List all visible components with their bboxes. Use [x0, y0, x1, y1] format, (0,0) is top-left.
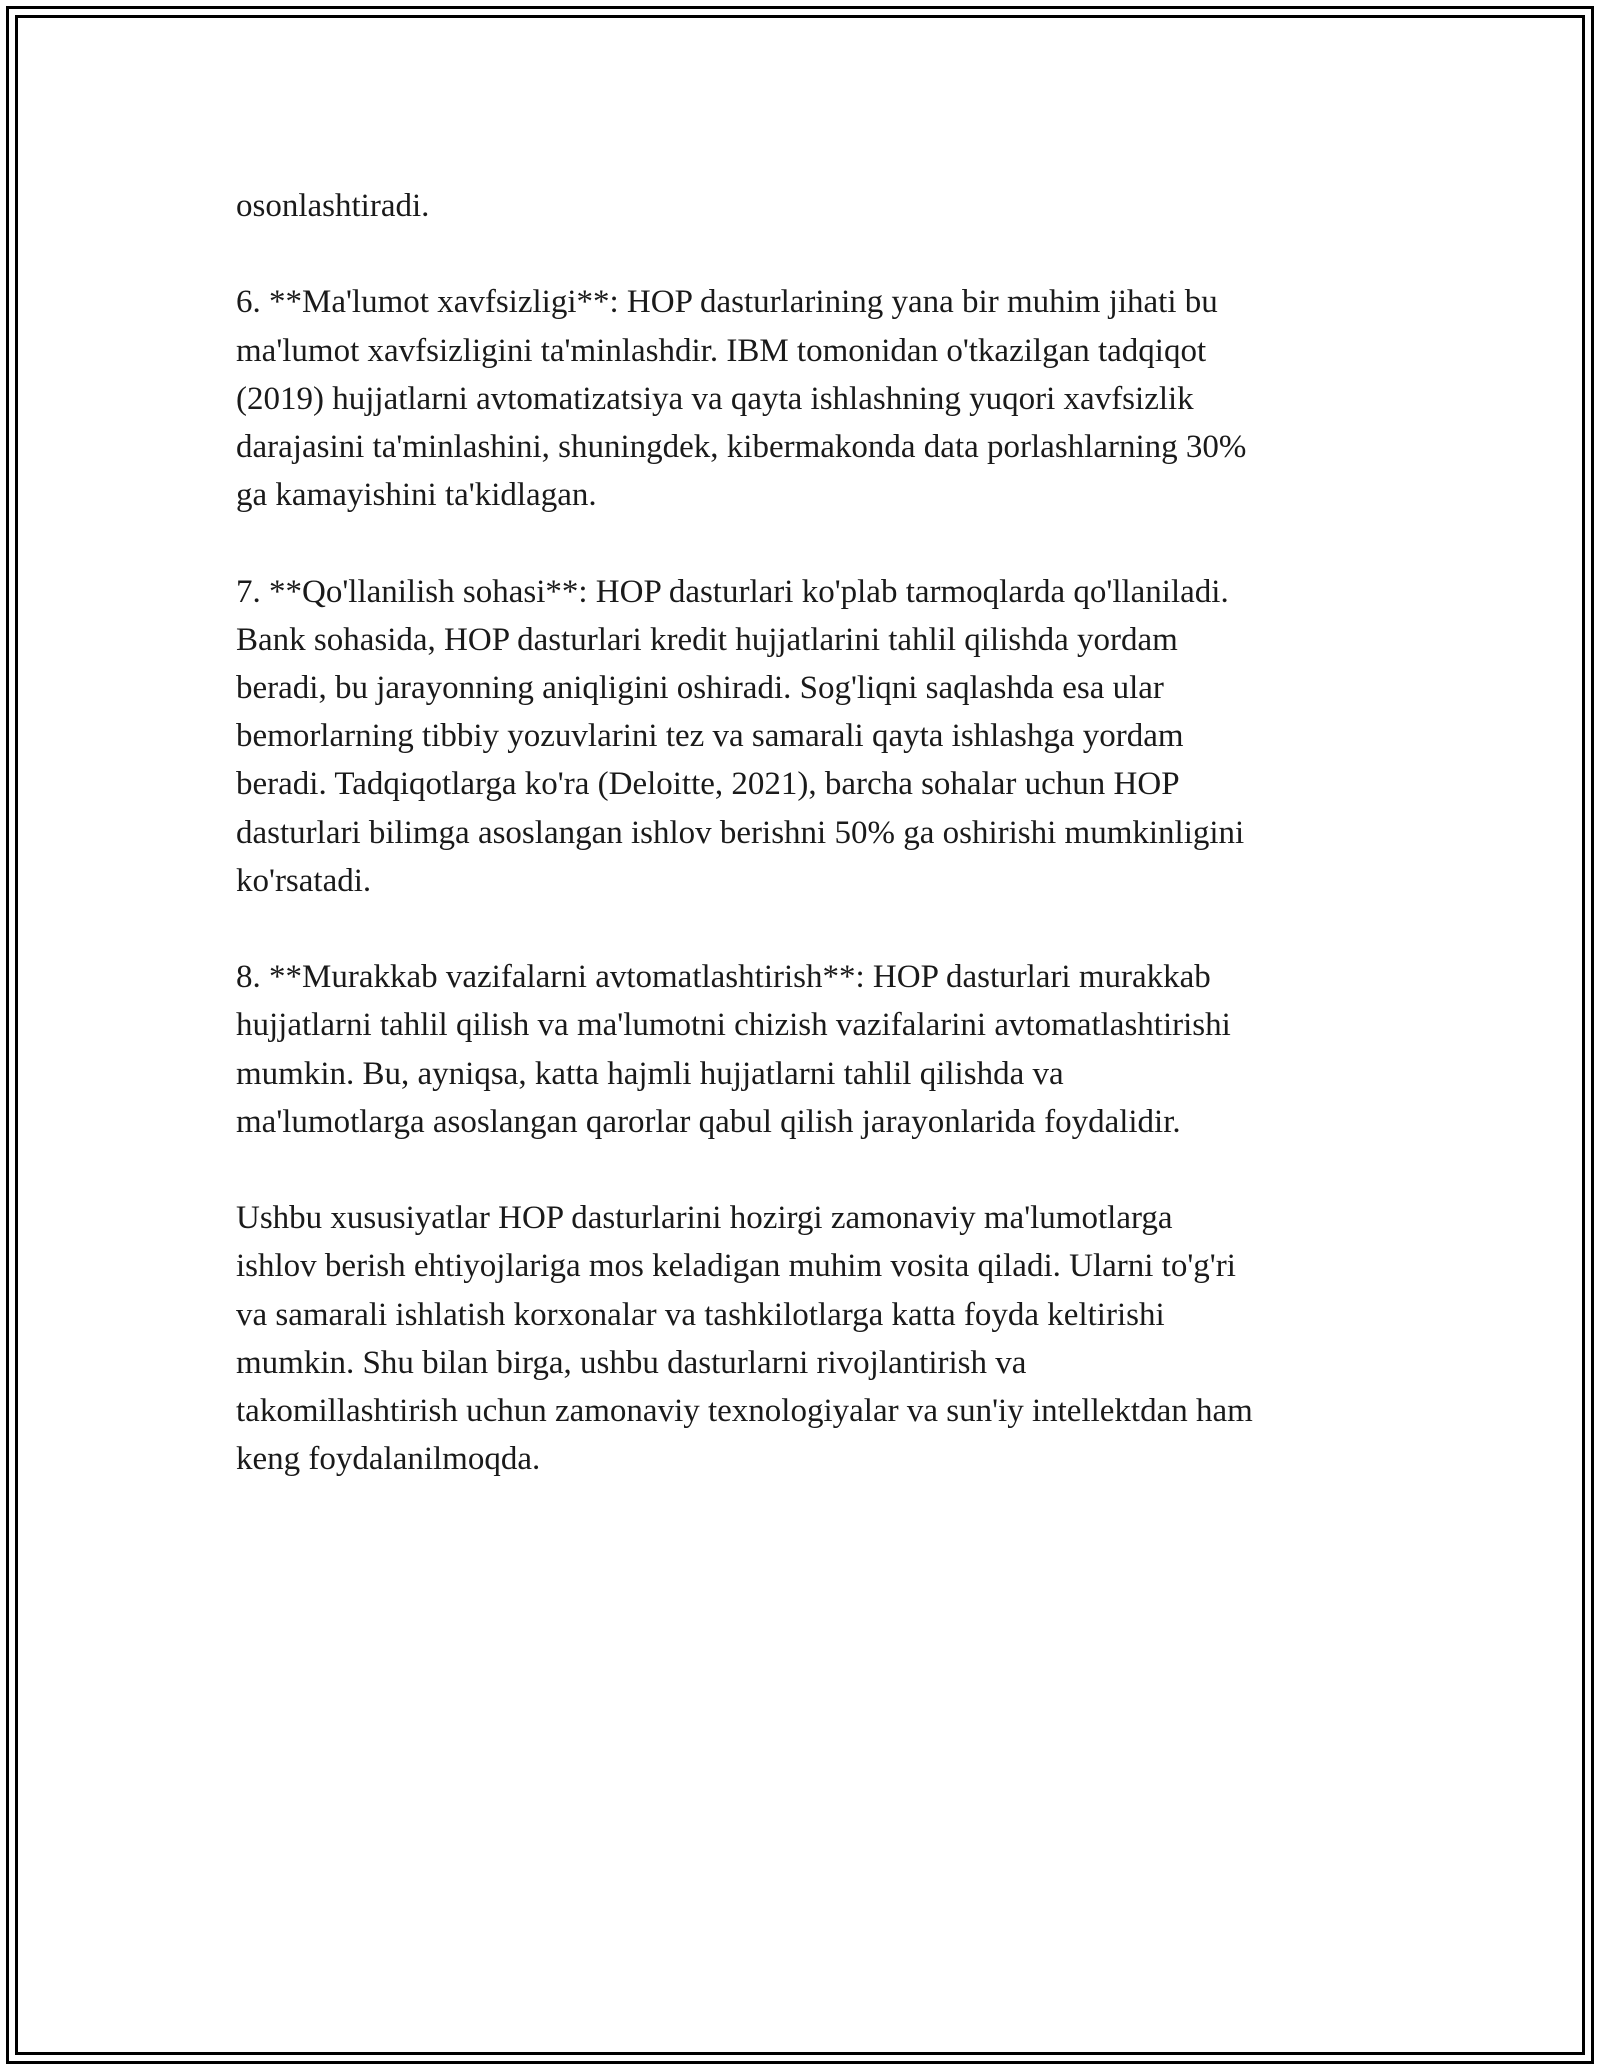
paragraph-item-6-data-security	[236, 278, 1376, 519]
text-line: 7. **Qo'llanilish sohasi**: HOP dasturlari ko'plab tarmoqlarda qo'llaniladi.	[236, 573, 1229, 610]
text-line: mumkin. Shu bilan birga, ushbu dasturlarni rivojlantirish va	[236, 1344, 1027, 1381]
text-line: 8. **Murakkab vazifalarni avtomatlashtirish**: HOP dasturlari murakkab	[236, 959, 1211, 996]
text-line: ga kamayishini ta'kidlagan.	[236, 477, 597, 514]
text-line: ko'rsatadi.	[236, 862, 372, 899]
paragraph-conclusion	[236, 1194, 1376, 1483]
text-line: 6. **Ma'lumot xavfsizligi**: HOP dasturlarining yana bir muhim jihati bu	[236, 284, 1218, 321]
text-line: dasturlari bilimga asoslangan ishlov berishni 50% ga oshirishi mumkinligini	[236, 814, 1245, 851]
text-line: darajasini ta'minlashini, shuningdek, kibermakonda data porlashlarning 30%	[236, 429, 1247, 465]
paragraph-continuation	[236, 182, 1376, 230]
text-line: (2019) hujjatlarni avtomatizatsiya va qayta ishlashning yuqori xavfsizlik	[236, 380, 1194, 417]
text-line: ma'lumot xavfsizligini ta'minlashdir. IBM tomonidan o'tkazilgan tadqiqot	[236, 332, 1207, 369]
text-line: keng foydalanilmoqda.	[236, 1441, 541, 1478]
text-line: Ushbu xususiyatlar HOP dasturlarini hozirgi zamonaviy ma'lumotlarga	[236, 1200, 1173, 1237]
text-line: osonlashtiradi.	[236, 188, 430, 224]
text-line: beradi. Tadqiqotlarga ko'ra (Deloitte, 2021), barcha sohalar uchun HOP	[236, 766, 1180, 803]
text-line: beradi, bu jarayonning aniqligini oshiradi. Sog'liqni saqlashda esa ular	[236, 670, 1164, 706]
text-line: hujjatlarni tahlil qilish va ma'lumotni chizish vazifalarini avtomatlashtirishi	[236, 1007, 1231, 1044]
text-line: mumkin. Bu, ayniqsa, katta hajmli hujjatlarni tahlil qilishda va	[236, 1055, 1064, 1092]
text-line: bemorlarning tibbiy yozuvlarini tez va samarali qayta ishlashga yordam	[236, 718, 1184, 755]
paragraph-item-8-task-automation	[236, 953, 1376, 1146]
paragraph-item-7-application-area	[236, 568, 1376, 905]
text-line: ma'lumotlarga asoslangan qarorlar qabul qilish jarayonlarida foydalidir.	[236, 1103, 1181, 1140]
text-line: ishlov berish ehtiyojlariga mos keladigan muhim vosita qiladi. Ularni to'g'ri	[236, 1248, 1236, 1285]
text-line: takomillashtirish uchun zamonaviy texnologiyalar va sun'iy intellektdan ham	[236, 1393, 1253, 1430]
text-line: Bank sohasida, HOP dasturlari kredit hujjatlarini tahlil qilishda yordam	[236, 621, 1178, 658]
text-line: va samarali ishlatish korxonalar va tashkilotlarga katta foyda keltirishi	[236, 1296, 1165, 1333]
document-body	[236, 182, 1376, 1532]
